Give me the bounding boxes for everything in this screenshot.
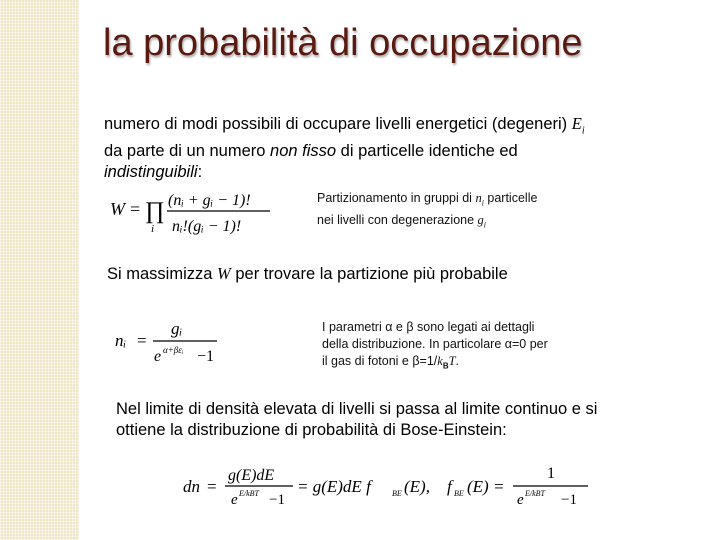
eq3-f-sub: BE	[454, 489, 464, 498]
eq3-middle-end: (E),	[404, 477, 430, 496]
maximize-statement: Si massimizza W per trovare la partizione più probabile	[107, 264, 508, 283]
equation-occupation-number	[113, 316, 233, 371]
eq2-lhs: nᵢ	[115, 331, 127, 350]
parameters-note: I parametri α e β sono legati ai dettagli della distribuzione. In particolare α=0 per il gas di fotoni e $\beta=1/k_BT$.	[322, 320, 548, 371]
intro-text-1: numero di modi possibili di occupare livelli energetici (degeneri)	[104, 115, 572, 133]
slide-title: la probabilità di occupazione	[103, 22, 583, 64]
intro-paragraph: numero di modi possibili di occupare livelli energetici (degeneri) $E_i$ da parte di un numero non fisso di particelle identiche ed indistinguibili:	[104, 114, 585, 182]
eq3-den1-e: e	[231, 492, 238, 508]
eq1-w: W	[110, 199, 125, 219]
eq3-den1-exp: E/kBT	[239, 489, 259, 498]
eq3-den1-rest: −1	[269, 492, 285, 508]
intro-nonfisso: non fisso	[270, 142, 337, 161]
eq1-equals: =	[130, 199, 141, 219]
intro-text-2: da parte di un numero	[104, 142, 271, 161]
eq3-middle-sub: BE	[392, 489, 402, 498]
eq3-f: f	[447, 477, 452, 496]
equation-bose-einstein	[183, 462, 603, 512]
intro-ei: $E_i$	[571, 114, 585, 137]
eq2-e: e	[154, 348, 162, 365]
eq3-numerator-2: 1	[547, 465, 555, 482]
eq2-exponent: α+βεᵢ	[163, 345, 184, 355]
eq2-minus-one: −1	[197, 348, 215, 365]
eq3-den2-exp: E/kBT	[525, 489, 545, 498]
eq1-numerator: (nᵢ + gᵢ − 1)!	[168, 192, 251, 209]
equation-w-partition	[108, 186, 278, 246]
eq3-numerator: g(E)dE	[228, 467, 275, 484]
eq2-numerator: gᵢ	[171, 319, 183, 338]
intro-indistinguibili: indistinguibili	[104, 163, 198, 182]
eq3-f-arg: (E) =	[467, 477, 505, 496]
eq3-den2-rest: −1	[561, 492, 577, 508]
eq3-middle: = g(E)dE f	[297, 477, 371, 496]
eq1-product-symbol: ∏	[145, 198, 165, 224]
eq1-product-sub: i	[151, 223, 155, 235]
eq3-dn: dn	[183, 477, 200, 496]
eq3-den2-e: e	[517, 492, 524, 508]
intro-text-3: di particelle identiche ed	[336, 142, 518, 161]
eq1-denominator: nᵢ!(gᵢ − 1)!	[172, 218, 242, 235]
eq2-equals: =	[137, 331, 147, 350]
continuum-limit-paragraph: Nel limite di densità elevata di livelli si passa al limite continuo e si ottiene la distribuzione di probabilità di Bose-Einstein:	[116, 400, 598, 439]
eq3-equals: =	[207, 477, 217, 496]
decorative-side-stripe	[0, 0, 79, 540]
partition-note: Partizionamento in gruppi di $n_i$ particelle nei livelli con degenerazione $g_i$	[317, 191, 538, 229]
